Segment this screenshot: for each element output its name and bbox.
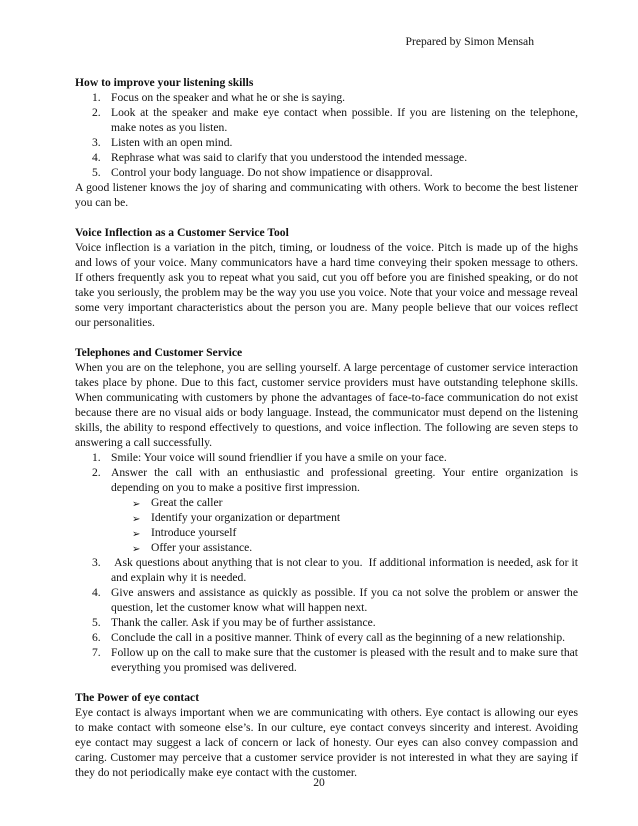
list-item [75,615,578,630]
paragraph: A good listener knows the joy of sharing and communicating with others. Work to become the best listener you can be. [75,181,578,209]
list-item-text: Smile: Your voice will sound friendlier if you have a smile on your face. [111,451,447,464]
arrow-bullet-icon: ➢ [132,514,141,525]
list-number: 3. [92,136,101,149]
list-number: 1. [92,451,101,464]
list-item-text: Control your body language. Do not show impatience or disapproval. [111,166,433,179]
bullet-text: Introduce yourself [151,526,237,539]
paragraph: Eye contact is always important when we are communicating with others. Eye contact is allowing our eyes to make contact with someone else’s. In our culture, eye contact conveys sincerity and interest. Avoiding eye contact may suggest a lack of concern or lack of honesty. Our eyes can also convey compassion and caring. Customer may perceive that a customer service provider is not interested in what they are saying if they do not periodically make eye contact with the customer. [75,706,578,779]
section-voice-inflection [75,225,578,330]
paragraph: Voice inflection is a variation in the pitch, timing, or loudness of the voice. Pitch is made up of the highs and lows of your voice. Many communicators have a hard time conveying their spoken message to others. If others frequently ask you to repeat what you said, cut you off before you are finished speaking, or do not take you seriously, the problem may be the way you use you voice. Note that your voice and message reveal some very important characteristics about the person you are. Many people believe that our voices reflect our personalities. [75,241,578,329]
section-title: Telephones and Customer Service [75,346,243,359]
section-listening-skills [75,75,578,210]
list-item-text: Look at the speaker and make eye contact when possible. If you are listening on the telephone, make notes as you listen. [111,106,578,134]
section-title: Voice Inflection as a Customer Service Tool [75,226,289,239]
section-telephones [75,345,581,675]
list-item-text: Rephrase what was said to clarify that you understood the intended message. [111,151,468,164]
list-number: 5. [92,616,101,629]
paragraph: When you are on the telephone, you are selling yourself. A large percentage of customer service interaction takes place by phone. Due to this fact, customer service providers must have outstanding telephone skills. When communicating with customers by phone the advantages of face-to-face communication do not exist because there are no visual aids or body language. Instead, the communicator must depend on the listening skills, the ability to respond effectively to questions, and voice inflection. The following are seven steps to answering a call successfully. [75,361,578,449]
section-title: How to improve your listening skills [75,76,254,89]
bullet-item [129,495,578,510]
list-number: 1. [92,91,101,104]
list-item [75,630,578,645]
bullet-item [129,510,578,525]
list-item-text: Give answers and assistance as quickly as possible. If you ca not solve the problem or answer the question, let the customer know what will happen next. [111,586,578,614]
bullet-text: Identify your organization or department [151,511,341,524]
listening-skills-list [75,90,578,180]
bullet-item [129,540,578,555]
list-item [75,165,578,180]
list-item [75,555,581,585]
section-title: The Power of eye contact [75,691,200,704]
list-number: 5. [92,166,101,179]
bullet-text: Offer your assistance. [151,541,253,554]
list-item [75,135,578,150]
list-item [75,645,578,675]
list-item [75,465,578,555]
list-number: 2. [92,466,101,479]
list-item-text: Thank the caller. Ask if you may be of further assistance. [111,616,376,629]
bullet-item [129,525,578,540]
arrow-bullet-icon: ➢ [132,499,141,510]
list-item-text: Focus on the speaker and what he or she is saying. [111,91,346,104]
list-item [75,90,578,105]
list-item [75,150,578,165]
list-number: 7. [92,646,101,659]
list-number: 4. [92,586,101,599]
list-item [75,450,578,465]
list-number: 6. [92,631,101,644]
list-number: 3. [92,556,101,569]
page-header: Prepared by Simon Mensah [405,35,534,48]
bullet-text: Great the caller [151,496,223,509]
list-item-text: Answer the call with an enthusiastic and professional greeting. Your entire organization is depending on you to make a positive first impression. [111,466,578,494]
page-number: 20 [313,776,325,789]
list-item [75,585,578,615]
document-body [75,75,581,795]
section-eye-contact [75,690,578,780]
list-item-text: Conclude the call in a positive manner. Think of every call as the beginning of a new relationship. [111,631,566,644]
list-number: 4. [92,151,101,164]
arrow-bullet-icon: ➢ [132,529,141,540]
list-item-text: Listen with an open mind. [111,136,233,149]
list-item-text: Ask questions about anything that is not clear to you. If additional information is needed, ask for it and explain why it is needed. [111,556,581,584]
call-steps-list [75,450,581,675]
arrow-bullet-icon: ➢ [132,544,141,555]
greeting-bullets [111,495,578,555]
list-number: 2. [92,106,101,119]
list-item-text: Follow up on the call to make sure that the customer is pleased with the result and to make sure that everything you promised was delivered. [111,646,578,674]
list-item [75,105,578,135]
